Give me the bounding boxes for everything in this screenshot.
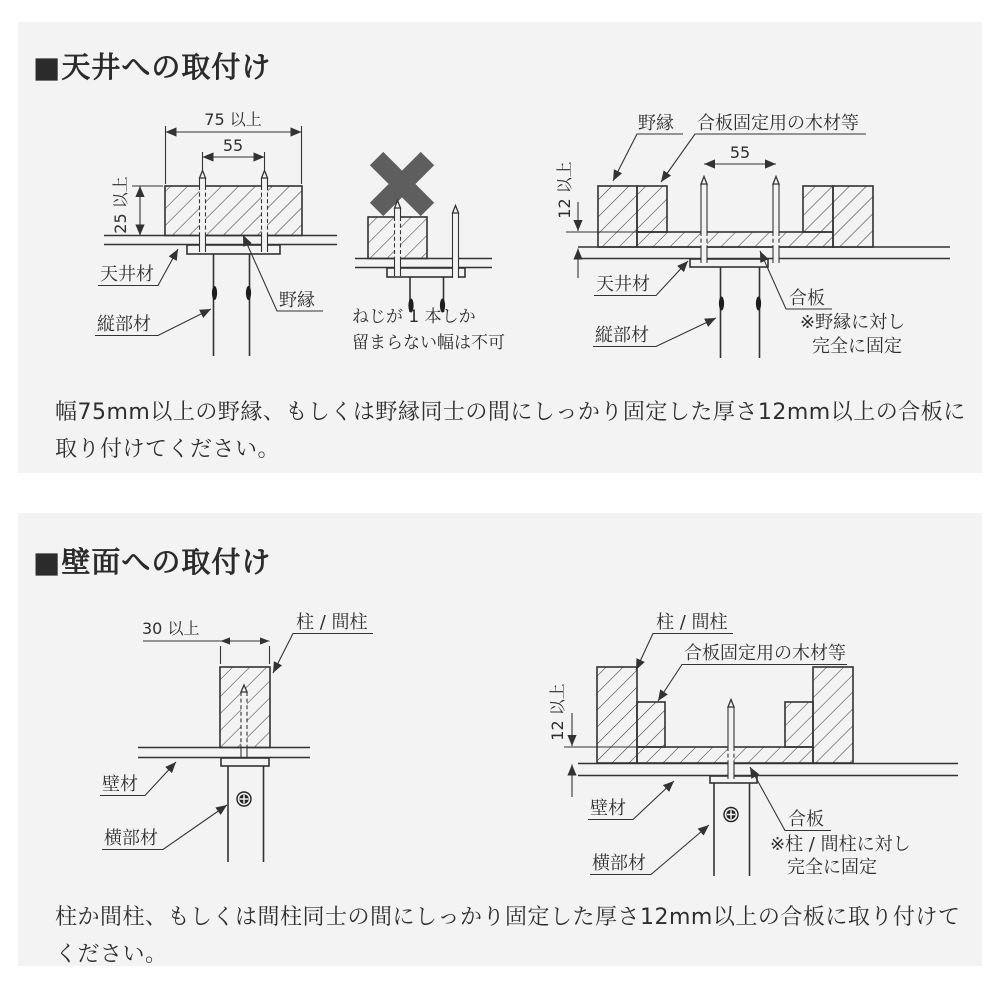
furring-block: [598, 186, 637, 247]
label-wall-material: 壁材: [102, 774, 138, 795]
plywood-board: [637, 747, 813, 763]
wall-section-title: ■壁面への取付け: [33, 545, 272, 579]
phillips-screw-icon: [724, 808, 738, 822]
dim-stud-width: 30 以上: [142, 619, 200, 638]
phillips-screw-icon: [237, 792, 251, 806]
screw: [453, 206, 459, 279]
dim-screw-pitch: 55: [222, 136, 244, 155]
label-stud: 柱 / 間柱: [656, 612, 728, 633]
ceiling-description-line2: 取り付けてください。: [55, 437, 281, 462]
ceiling-plywood-diagram: [555, 113, 950, 358]
ceiling-ng-diagram: [352, 152, 505, 353]
stud-block: [597, 667, 637, 763]
dim-screw-pitch: 55: [729, 143, 751, 162]
label-plywood: 合板: [788, 809, 824, 830]
furring-block: [165, 186, 302, 236]
furring-block: [833, 186, 873, 247]
screw: [701, 177, 707, 264]
ceiling-ok-diagram: [95, 110, 337, 356]
label-ceiling-material: 天井材: [100, 264, 154, 285]
fixing-wood-block: [637, 702, 665, 747]
note-fix-to-furring-line2: 完全に固定: [812, 336, 902, 357]
ng-caption-line1: ねじが 1 本しか: [352, 307, 476, 327]
dim-plywood-thickness: 12 以上: [555, 161, 574, 219]
ceiling-description-line1: 幅75mm以上の野縁、もしくは野縁同士の間にしっかり固定した厚さ12mm以上の合板に: [55, 400, 966, 425]
screw: [728, 700, 734, 780]
label-fixing-wood: 合板固定用の木材等: [697, 113, 859, 134]
bracket-flange: [221, 758, 269, 766]
wall-plywood-diagram: [548, 612, 958, 878]
screw: [200, 171, 206, 253]
screw: [395, 201, 401, 277]
ng-caption-line2: 留まらない幅は不可: [352, 333, 505, 353]
label-furring: 野縁: [279, 290, 315, 311]
label-wall-material: 壁材: [590, 798, 626, 819]
label-vertical-member: 縦部材: [97, 314, 151, 335]
label-horizontal-member: 横部材: [592, 853, 646, 874]
dim-plywood-thickness: 12 以上: [548, 683, 567, 741]
note-fix-to-furring-line1: ※野縁に対し: [800, 312, 906, 333]
fixing-wood-block: [637, 186, 667, 232]
label-fixing-wood: 合板固定用の木材等: [684, 643, 846, 664]
fixing-wood-block: [803, 186, 833, 232]
dim-furring-width: 75 以上: [204, 110, 262, 129]
label-horizontal-member: 横部材: [104, 828, 158, 849]
plywood-board: [637, 232, 833, 247]
label-plywood: 合板: [789, 288, 825, 309]
wall-description-line1: 柱か間柱、もしくは間柱同士の間にしっかり固定した厚さ12mm以上の合板に取り付けて: [55, 905, 961, 930]
label-ceiling-material: 天井材: [596, 274, 650, 295]
x-mark-icon: [370, 152, 434, 216]
label-vertical-member: 縦部材: [595, 325, 649, 346]
fixing-wood-block: [785, 702, 813, 747]
note-fix-to-stud-line1: ※柱 / 間柱に対し: [770, 834, 911, 855]
label-furring: 野縁: [638, 113, 674, 134]
screw: [262, 171, 268, 253]
dim-furring-height: 25 以上: [111, 176, 130, 234]
screw: [773, 177, 779, 264]
wall-stud-diagram: [100, 612, 373, 862]
ceiling-section-title: ■天井への取付け: [33, 50, 272, 84]
stud-block: [813, 667, 853, 763]
label-stud: 柱 / 間柱: [296, 612, 368, 633]
screw: [241, 685, 247, 762]
wall-description-line2: ください。: [55, 942, 168, 967]
note-fix-to-stud-line2: 完全に固定: [787, 857, 877, 878]
